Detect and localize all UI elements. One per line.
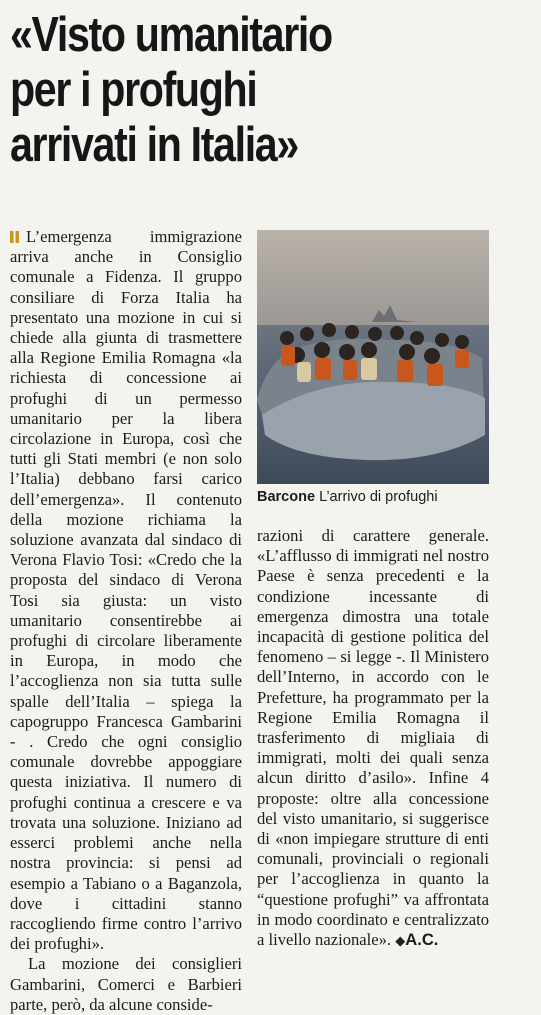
photo-caption [257, 488, 489, 506]
article-paragraph-1: L’emergenza immigrazione arriva anche in Consiglio comunale a Fidenza. Il gruppo consiliare di Forza Italia ha presentato una mozione in cui si chiede alla giunta di trasmettere alla Regione Emilia Romagna «la richiesta di concessione ai profughi di un permesso umanitario per la libera circolazione in Europa, così che tutti gli Stati membri (e non solo l’Italia) debbano farsi carico dell’emergenza». Il contenuto della mozione richiama la soluzione avanzata dal sindaco di Verona Flavio Tosi: «Credo che la proposta del sindaco di Verona Tosi sia giusta: un visto umanitario consentirebbe ai profughi di circolare liberamente in Europa, in modo che l’accoglienza non sia tutta sulle spalle dell’Italia – spiega la capogruppo Francesca Gambarini - . Credo che ogni consiglio comunale dovrebbe appoggiare questa iniziativa. Il numero di profughi continua a crescere e va trovata una soluzione. Iniziano ad esserci problemi anche nella nostra provincia: si pensi ad esempio a Tabiano o a Baganzola, dove i cittadini stanno raccogliendo firme contro l’arrivo dei profughi». [10, 227, 242, 954]
caption-text: L’arrivo di profughi [319, 489, 438, 505]
diamond-icon: ◆ [395, 933, 406, 949]
headline-line-2: per i profughi [10, 63, 257, 117]
author-signature: A.C. [405, 930, 439, 950]
migrant-boat-photo [257, 230, 489, 484]
headline [10, 8, 447, 173]
article-column-1 [10, 227, 242, 1015]
caption-label: Barcone [257, 489, 316, 505]
article-column-2 [257, 526, 489, 951]
para2-part-b: razioni di carattere generale. «L’afflusso di immigrati nel nostro Paese è senza precedenti e la condizione incessante di emergenza dimostra una totale incapacità di gestione politica del fenomeno – si legge -. Il Ministero dell’Interno, in accordo con le Prefetture, ha programmato per la Regione Emilia Romagna il trasferimento di migliaia di immigrati, molti dei quali senza alcun diritto d’asilo». Infine 4 proposte: oltre alla concessione del visto umanitario, si suggerisce di «non impiegare strutture di enti comunali, provinciali o regionali per l’accoglienza in quanto la “questione profughi” va affrontata in modo coordinato e centralizzato a livello nazionale». [257, 526, 489, 950]
article-photo [257, 230, 489, 484]
headline-line-1: «Visto umanitario [10, 8, 332, 62]
para2-part-a: La mozione dei consiglieri Gambarini, Comerci e Barbieri parte, però, da alcune conside- [10, 954, 242, 1014]
article-paragraph-2-start [10, 954, 242, 1015]
headline-line-3: arrivati in Italia» [10, 118, 298, 172]
article-bullet-icon [10, 231, 22, 243]
